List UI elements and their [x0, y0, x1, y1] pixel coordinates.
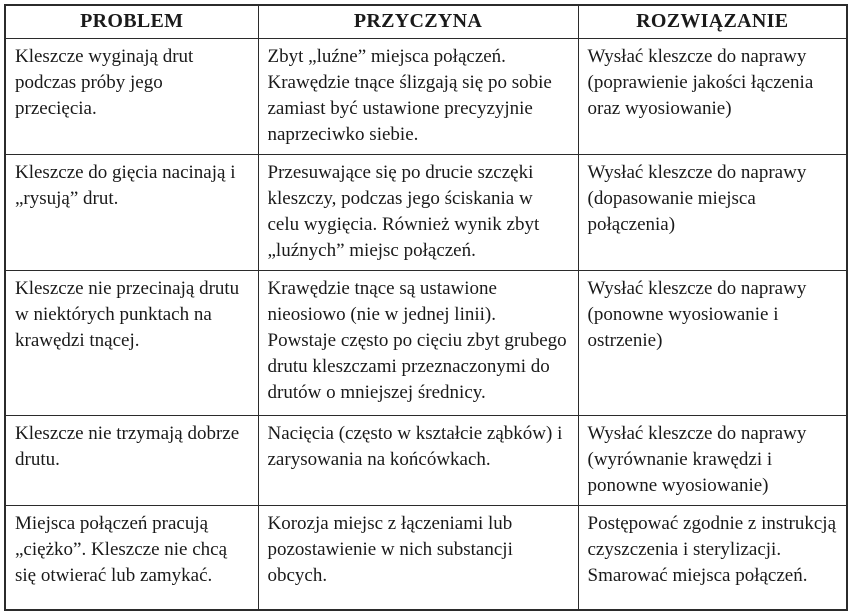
troubleshooting-table: [4, 4, 848, 611]
cell-rozwiazanie: Wysłać kleszcze do naprawy (dopasowanie miejsca połączenia): [578, 155, 847, 271]
table-row: [5, 271, 847, 416]
table-row: [5, 416, 847, 506]
cell-rozwiazanie: Wysłać kleszcze do naprawy (wyrównanie krawędzi i ponowne wyosiowanie): [578, 416, 847, 506]
cell-przyczyna: Korozja miejsc z łączeniami lub pozostawienie w nich substancji obcych.: [258, 506, 578, 610]
cell-problem: Kleszcze wyginają drut podczas próby jego przecięcia.: [5, 39, 258, 155]
cell-problem: Miejsca połączeń pracują „ciężko”. Kleszcze nie chcą się otwierać lub zamykać.: [5, 506, 258, 610]
cell-problem: Kleszcze nie przecinają drutu w niektórych punktach na krawędzi tnącej.: [5, 271, 258, 416]
cell-rozwiazanie: Wysłać kleszcze do naprawy (ponowne wyosiowanie i ostrzenie): [578, 271, 847, 416]
cell-przyczyna: Zbyt „luźne” miejsca połączeń. Krawędzie tnące ślizgają się po sobie zamiast być ustawione precyzyjnie naprzeciwko siebie.: [258, 39, 578, 155]
cell-rozwiazanie: Postępować zgodnie z instrukcją czyszczenia i sterylizacji. Smarować miejsca połączeń.: [578, 506, 847, 610]
cell-rozwiazanie: Wysłać kleszcze do naprawy (poprawienie jakości łączenia oraz wyosiowanie): [578, 39, 847, 155]
column-header-przyczyna: PRZYCZYNA: [258, 5, 578, 39]
cell-problem: Kleszcze nie trzymają dobrze drutu.: [5, 416, 258, 506]
table-row: [5, 155, 847, 271]
cell-przyczyna: Nacięcia (często w kształcie ząbków) i zarysowania na końcówkach.: [258, 416, 578, 506]
table-row: [5, 506, 847, 610]
header-row: [5, 5, 847, 39]
cell-przyczyna: Krawędzie tnące są ustawione nieosiowo (nie w jednej linii). Powstaje często po cięciu zbyt grubego drutu kleszczami przeznaczonymi do drutów o mniejszej średnicy.: [258, 271, 578, 416]
column-header-problem: PROBLEM: [5, 5, 258, 39]
cell-problem: Kleszcze do gięcia nacinają i „rysują” drut.: [5, 155, 258, 271]
cell-przyczyna: Przesuwające się po drucie szczęki kleszczy, podczas jego ściskania w celu wygięcia. Również wynik zbyt „luźnych” miejsc połączeń.: [258, 155, 578, 271]
table-row: [5, 39, 847, 155]
column-header-rozwiazanie: ROZWIĄZANIE: [578, 5, 847, 39]
